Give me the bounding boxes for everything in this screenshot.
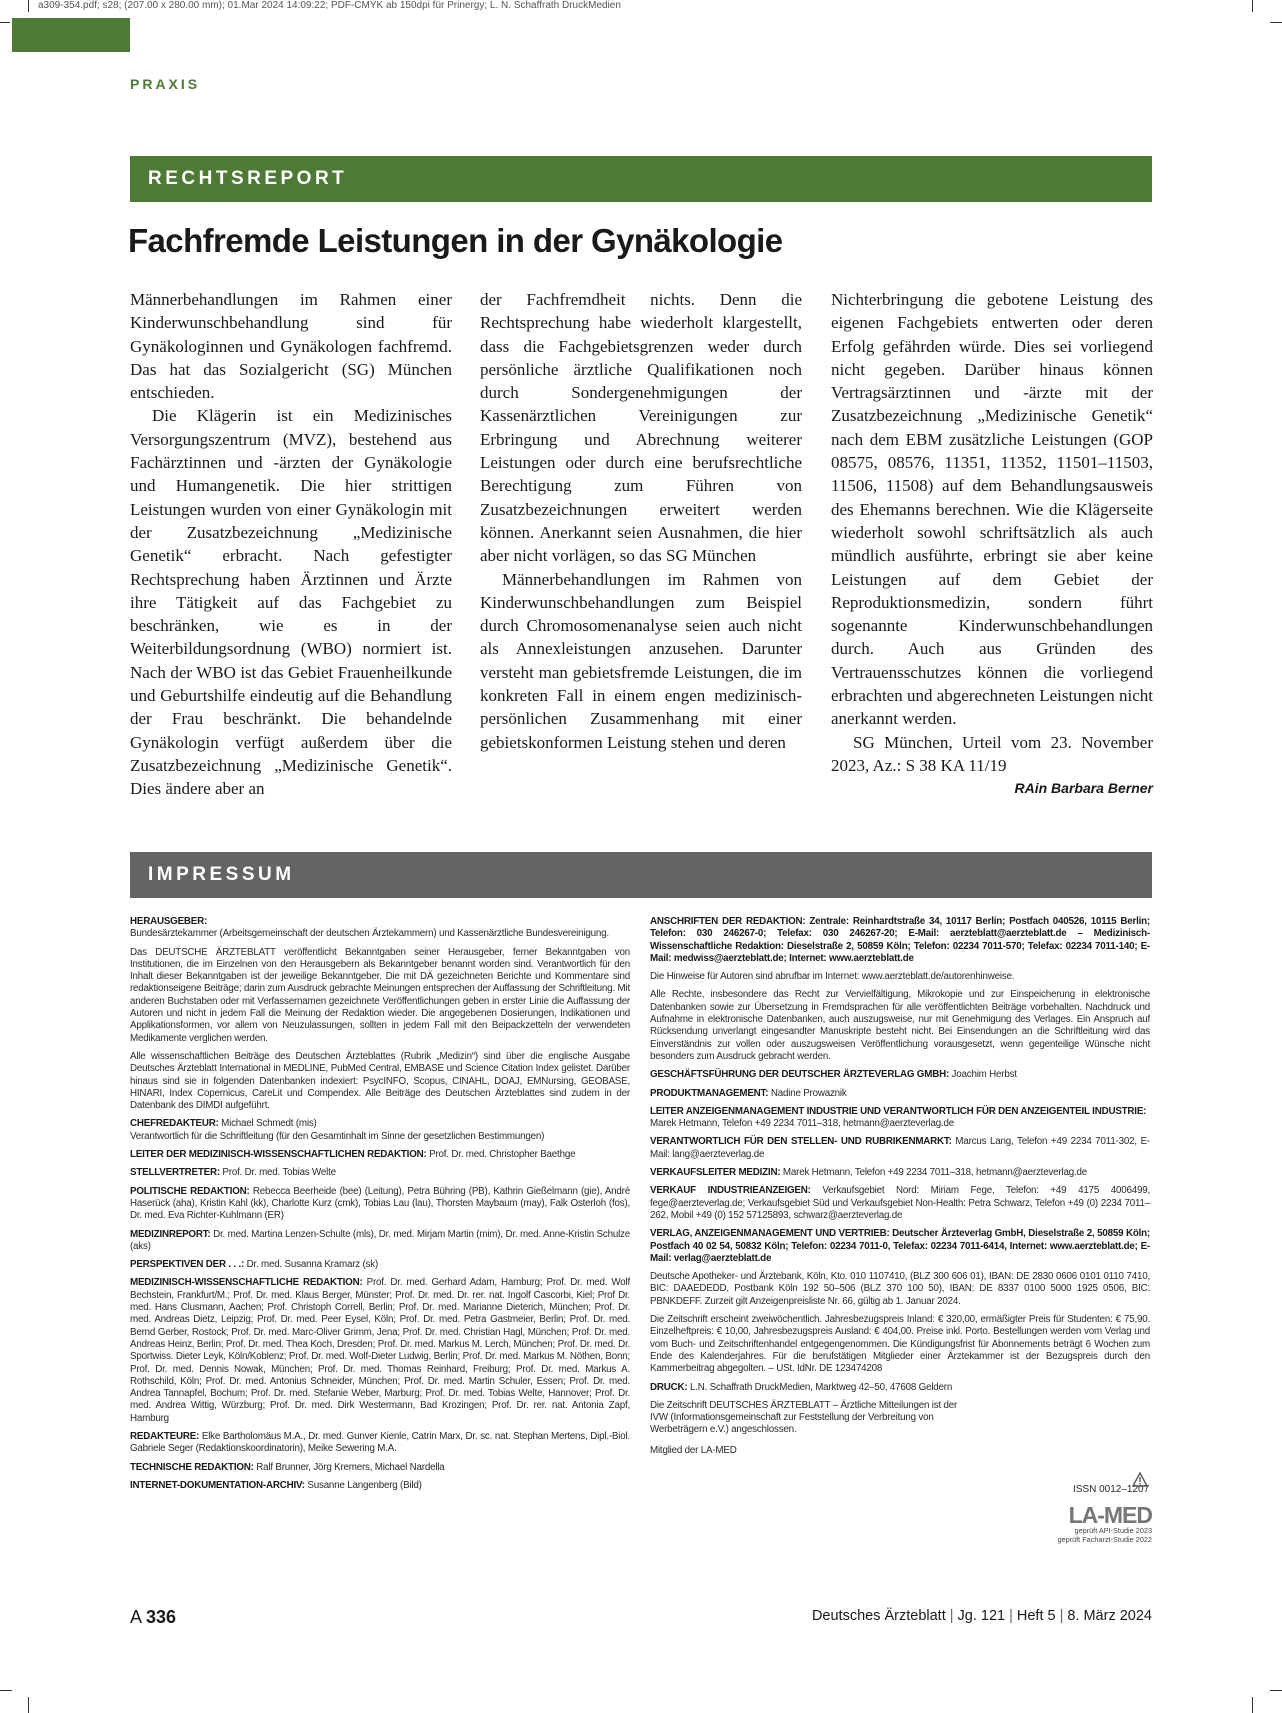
entry-text: Marek Hetmann, Telefon +49 2234 7011–318, hetmann@aerzteverlag.de xyxy=(782,1167,1087,1179)
entry-label: VERLAG, ANZEIGENMANAGEMENT UND VERTRIEB: xyxy=(650,1228,890,1240)
crop-mark xyxy=(28,0,29,12)
entry-text: Prof. Dr. med. Gerhard Adam, Hamburg; Prof. Dr. med. Wolf Bechstein, Frankfurt/M.; Prof. Dr. med. Klaus Berger, Münster; Prof. Dr. med. Dr. rer. nat. Ingolf Cascorbi, Kiel; Prof Dr. med. Hans Clusmann, Aachen; Prof. Christoph Correll, Berlin; Prof. Dr. med. Marianne Dieterich, München; Prof. Dr. med. Andreas Dietz, Leipzig; Prof. Dr. med. Peer Eysel, Köln; Prof. Dr. med. Petra Gastmeier, Berlin; Prof. Dr. med. Bernd Gerber, Rostock; Prof. Dr. med. Marc-Oliver Grimm, Jena; Prof. Dr. med. Christian Hagl, München; Prof. Dr. med. Andreas Heinz, Berlin; Prof. Dr. med. Thea Koch, Dresden; Prof. Dr. med. Markus M. Lerch, München; Prof. Dr. med. Dr. Sportwiss. Dieter Leyk, Köln/Koblenz; Prof. Dr. med. Wolf-Dieter Ludwig, Berlin; Prof. Dr. med. Markus M. Nöthen, Bonn; Prof. Dr. med. Dennis Nowak, München; Prof. Dr. med. Thomas Reinhard, Freiburg; Prof. Dr. med. Markus A. Rothschild, Köln; Prof. Dr. med. Antonius Schneider, München; Prof. Dr. med. Martin Schuler, Essen; Prof. Dr. med. Andrea Tannapfel, Bochum; Prof. Dr. med. Stefanie Weber, Marburg; Prof. Dr. med. Tobias Welte, Hannover; Prof. Dr. med. Andrea Wittig, Würzburg; Prof. Dr. med. Dirk Westermann, Bad Krozingen; Prof. Dr. rer. nat. Antonia Zapf, Hamburg xyxy=(130,1277,631,1424)
journal-name: Deutsches Ärzteblatt xyxy=(811,1608,946,1624)
article-column-1 xyxy=(130,288,452,801)
article-author: RAin Barbara Berner xyxy=(1014,780,1153,797)
entry-text: Dr. med. Susanna Kramarz (sk) xyxy=(246,1259,379,1271)
article-column-2 xyxy=(480,288,802,754)
page-number-value: 336 xyxy=(146,1607,177,1627)
impressum-entry xyxy=(130,1462,630,1474)
entry-label: INTERNET-DOKUMENTATION-ARCHIV: xyxy=(130,1479,305,1491)
article-paragraph: Nichterbringung die gebotene Leistung des eigenen Fachgebiets entwerten oder deren Erfolg gefährden würde. Dies sei vorliegend nicht gegeben. Darüber hinaus können Vertragsärztinnen und -ärzte mit der Zusatzbezeichnung „Medizinische Genetik“ nach dem EBM zusätzliche Leistungen (GOP 08575, 08576, 11351, 11352, 11501–11503, 11506, 11508) auf dem Behandlungsausweis des Ehemanns berechnen. Wie die Klägerseite wiederholt sowohl schriftsätzlich als auch mündlich ausführte, erbringt sie aber keine Leistungen auf dem Gebiet der Reproduktionsmedizin, sondern führt sogenannte Kinderwunschbehandlungen durch. Auch aus Gründen des Vertrauensschutzes können die vorliegend erbrachten und abgerechneten Leistungen nicht anerkannt werden. xyxy=(831,290,1153,729)
impressum-entry xyxy=(650,1136,1150,1161)
entry-text: Prof. Dr. med. Christopher Baethge xyxy=(429,1149,576,1161)
article-paragraph: der Fachfremdheit nichts. Denn die Rechtsprechung habe wiederholt klargestellt, dass die Fachgebietsgrenzen weder durch persönliche ärztliche Qualifikationen noch durch Sondergenehmigungen der Kassenärztlichen Vereinigungen zur Erbringung und Abrechnung weiterer Leistungen oder durch eine berufsrechtliche Berechtigung zum Führen von Zusatzbezeichnungen erweitert werden können. Anerkannt seien Ausnahmen, die hier aber nicht vorlägen, so das SG München xyxy=(480,290,802,566)
entry-label: ANSCHRIFTEN DER REDAKTION: xyxy=(650,916,806,927)
impressum-paragraph: Alle wissenschaftlichen Beiträge des Deutschen Ärzteblattes (Rubrik „Medizin“) sind über die englische Ausgabe Deutsches Ärzteblatt International in MEDLINE, PubMed Central, EMBASE und Science Citation Index gelistet. Darüber hinaus sind sie in folgenden Datenbanken indexiert: PsycINFO, Scopus, CINAHL, DOAJ, EMNursing, GEOBASE, HINARI, Index Copernicus, CareLit und Compendex. Alle Beiträge des Deutschen Ärzteblattes sind zudem in der Datenbank des DIMDI aufgeführt. xyxy=(130,1050,630,1112)
impressum-entry xyxy=(650,1382,1040,1394)
impressum-entry xyxy=(130,1118,630,1143)
entry-label: VERANTWORTLICH FÜR DEN STELLEN- UND RUBRIKENMARKT: xyxy=(650,1136,952,1148)
journal-footer xyxy=(812,1608,1152,1624)
entry-label: LEITER DER MEDIZINISCH-WISSENSCHAFTLICHEN REDAKTION: xyxy=(130,1149,427,1161)
entry-text: Marek Hetmann, Telefon +49 2234 7011–318, hetmann@aerzteverlag.de xyxy=(650,1118,955,1130)
impressum-paragraph: Die Zeitschrift erscheint zweiwöchentlich. Jahresbezugspreis Inland: € 320,00, ermäßigter Preis für Studenten: € 75,90. Einzelheftpreis: € 10,00, Jahresbezugspreis Ausland: € 404,00. Preise inkl. Porto. Bestellungen werden vom Verlag und vom Buch- und Zeitschriftenhandel entgegengenommen. Die Kündigungsfrist für Abonnements beträgt 6 Wochen zum Ende des Kalenderjahres. Für die berufstätigen Mitglieder einer Ärztekammer ist der Bezugspreis durch den Kammerbeitrag abgegolten. – USt. IdNr. DE 123474208 xyxy=(650,1314,1150,1375)
impressum-entry xyxy=(650,1228,1150,1265)
article-paragraph: Die Klägerin ist ein Medizinisches Versorgungszentrum (MVZ), bestehend aus Fachärztinnen und -ärzten der Gynäkologie und Humangenetik. Die hier strittigen Leistungen wurden von einer Gynäkologin mit der Zusatzbezeichnung „Medizinische Genetik“ erbracht. Nach gefestigter Rechtsprechung haben Ärztinnen und Ärzte ihre Tätigkeit auf das Fachgebiet zu beschränken, wie es in der Weiterbildungsordnung (WBO) normiert ist. Nach der WBO ist das Gebiet Frauenheilkunde und Geburtshilfe eindeutig auf die Behandlung der Frau beschränkt. Die behandelnde Gynäkologin verfügt außerdem über die Zusatzbezeichnung „Medizinische Genetik“. Dies ändere aber an xyxy=(130,406,452,799)
crop-mark xyxy=(28,1697,29,1713)
entry-label: TECHNISCHE REDAKTION: xyxy=(130,1461,254,1473)
impressum-paragraph: Deutsche Apotheker- und Ärztebank, Köln, Kto. 010 1107410, (BLZ 300 606 01), IBAN: DE 2830 0606 0101 0110 7410, BIC: DAAEDEDD, Postbank Köln 192 50–506 (BLZ 370 100 50), IBAN: DE 8337 0100 5000 1925 0506, BIC: PBNKDEFF. Zurzeit gilt Anzeigenpreisliste Nr. 66, gültig ab 1. Januar 2024. xyxy=(650,1271,1150,1307)
impressum-entry xyxy=(650,1185,1150,1222)
impressum-entry xyxy=(130,1431,630,1456)
impressum-paragraph: Die Zeitschrift DEUTSCHES ÄRZTEBLATT – Ärztliche Mitteilungen ist der IVW (Informationsgemeinschaft zur Feststellung der Verbreitung von Werbeträgern e.V.) angeschlossen. xyxy=(650,1399,958,1436)
entry-text: Bundesärztekammer (Arbeitsgemeinschaft der deutschen Ärztekammern) und Kassenärztliche Bundesvereinigung. xyxy=(130,928,609,940)
entry-label: MEDIZINISCH-WISSENSCHAFTLICHE REDAKTION: xyxy=(130,1277,363,1289)
la-med-logo: LA-MED xyxy=(1068,1502,1152,1528)
impressum-paragraph: Alle Rechte, insbesondere das Recht zur Vervielfältigung, Mikrokopie und zur Einspeicherung in elektronische Datenbanken sowie zur Übersetzung in Fremdsprachen für alle veröffentlichten Beiträge vorbehalten. Nachdruck und Aufnahme in elektronische Datenbanken, auch auszugsweise, nur mit Genehmigung des Verlages. Ein Anspruch auf Rücksendung unverlangt eingesandter Manuskripte besteht nicht. Bei Einsendungen an die Schriftleitung wird das Einverständnis zur vollen oder auszugsweisen Veröffentlichung vorausgesetzt, wenn gegenteilige Wünsche nicht besonders zum Ausdruck gebracht werden. xyxy=(650,989,1150,1062)
crop-mark xyxy=(0,1690,12,1691)
entry-text: Susanne Langenberg (Bild) xyxy=(307,1479,422,1491)
crop-mark xyxy=(1270,1690,1282,1691)
impressum-entry xyxy=(130,1167,630,1179)
crop-mark xyxy=(1270,22,1282,23)
journal-date: 8. März 2024 xyxy=(1067,1608,1152,1624)
impressum-entry xyxy=(130,916,630,941)
impressum-entry xyxy=(130,1259,630,1271)
entry-text: Verkaufsgebiet Nord: Miriam Fege, Telefon: +49 4175 4006499, fege@aerzteverlag.de; Verkaufsgebiet Süd und Verkaufsgebiet Non-Health: Petra Schwarz, Telefon +49 (0) 2234 7011–262, Mobil +49 (0) 152 57125893, schwarz@aerzteverlag.de xyxy=(650,1185,1151,1221)
entry-text: Deutscher Ärzteverlag GmbH, Dieselstraße 2, 50859 Köln; Postfach 40 02 54, 50832 Köln; Telefon: 02234 7011-0, Telefax: 02234 7011-6414, Internet: www.aerzteblatt.de; E-Mail: verlag@aerzteblatt.de xyxy=(650,1228,1150,1264)
impressum-paragraph: Die Hinweise für Autoren sind abrufbar im Internet: www.aerzteblatt.de/autorenhinweise. xyxy=(650,971,1015,983)
issn: ISSN 0012–1207 xyxy=(1073,1484,1150,1495)
entry-label: PERSPEKTIVEN DER . . .: xyxy=(130,1259,245,1271)
entry-label: MEDIZINREPORT: xyxy=(130,1228,211,1240)
rechtsreport-banner: RECHTSREPORT xyxy=(130,156,1152,202)
crop-mark xyxy=(1252,0,1253,12)
entry-label: GESCHÄFTSFÜHRUNG DER DEUTSCHER ÄRZTEVERLAG GMBH: xyxy=(650,1069,950,1081)
impressum-entry xyxy=(130,1149,630,1161)
article-column-3 xyxy=(831,288,1153,801)
impressum-entry xyxy=(650,1167,1150,1179)
section-color-tab xyxy=(12,18,130,52)
page-prefix: A xyxy=(130,1607,142,1627)
entry-text: Verantwortlich für die Schriftleitung (für den Gesamtinhalt im Sinne der gesetzlichen Bestimmungen) xyxy=(130,1130,545,1142)
crop-mark xyxy=(1252,1697,1253,1713)
entry-text: Ralf Brunner, Jörg Kremers, Michael Nardella xyxy=(256,1461,445,1473)
impressum-column-left xyxy=(130,916,630,1498)
separator: | xyxy=(949,1608,954,1624)
section-label: PRAXIS xyxy=(130,76,201,92)
entry-label: HERAUSGEBER: xyxy=(130,916,208,927)
entry-label: VERKAUFSLEITER MEDIZIN: xyxy=(650,1167,781,1179)
entry-text: Marcus Lang, Telefon +49 2234 7011-302, E-Mail: lang@aerzteverlag.de xyxy=(650,1136,1150,1160)
la-med-caption: geprüft API-Studie 2023 xyxy=(1074,1526,1152,1535)
entry-text: Nadine Prowaznik xyxy=(770,1087,847,1099)
entry-label: STELLVERTRETER: xyxy=(130,1167,220,1179)
la-med-badge xyxy=(1050,1504,1152,1544)
journal-volume: Jg. 121 xyxy=(957,1608,1006,1624)
entry-label: REDAKTEURE: xyxy=(130,1430,200,1442)
impressum-entry xyxy=(130,1480,630,1492)
article-paragraph: Männerbehandlungen im Rahmen einer Kinderwunschbehandlung sind für Gynäkologinnen und Gynäkologen fachfremd. Das hat das Sozialgericht (SG) München entschieden. xyxy=(130,290,452,403)
journal-issue: Heft 5 xyxy=(1016,1608,1056,1624)
impressum-entry xyxy=(650,1106,1150,1131)
impressum-column-right xyxy=(650,916,1150,1463)
entry-text: Michael Schmedt (mis) xyxy=(221,1118,317,1130)
article-citation xyxy=(831,731,1153,797)
la-med-caption: geprüft Facharzt-Studie 2022 xyxy=(1057,1535,1152,1544)
impressum-paragraph: Mitglied der LA-MED xyxy=(650,1444,737,1456)
entry-label: LEITER ANZEIGENMANAGEMENT INDUSTRIE UND VERANTWORTLICH FÜR DEN ANZEIGENTEIL INDUSTRIE: xyxy=(650,1105,1147,1117)
impressum-entry xyxy=(650,1088,1150,1100)
entry-text: Dr. med. Martina Lenzen-Schulte (mls), Dr. med. Mirjam Martin (mim), Dr. med. Anne-Kristin Schulze (aks) xyxy=(130,1228,631,1252)
entry-text: L.N. Schaffrath DruckMedien, Marktweg 42–50, 47608 Geldern xyxy=(689,1381,953,1393)
entry-text: Prof. Dr. med. Tobias Welte xyxy=(222,1167,336,1179)
entry-label: POLITISCHE REDAKTION: xyxy=(130,1185,250,1197)
impressum-banner: IMPRESSUM xyxy=(130,852,1152,898)
entry-text: Joachim Herbst xyxy=(951,1069,1017,1081)
entry-label: CHEFREDAKTEUR: xyxy=(130,1118,219,1130)
separator: | xyxy=(1059,1608,1064,1624)
article-headline: Fachfremde Leistungen in der Gynäkologie xyxy=(128,222,783,259)
entry-text: Elke Bartholomäus M.A., Dr. med. Gunver Kienle, Catrin Marx, Dr. sc. nat. Stephan Mertens, Dipl.-Biol. Gabriele Seger (Redaktionskoordinatorin), Meike Sewering M.A. xyxy=(130,1430,630,1455)
citation-text: SG München, Urteil vom 23. November 2023, Az.: S 38 KA 11/19 xyxy=(831,732,1153,775)
entry-text: Rebecca Beerheide (bee) (Leitung), Petra Bühring (PB), Kathrin Gießelmann (gie), André Haserück (aha), Kristin Kahl (kk), Charlotte Kurz (cmk), Tobias Lau (lau), Thorsten Maybaum (may), Falk Osterloh (fos), Dr. med. Eva Richter-Kuhlmann (ER) xyxy=(130,1185,630,1222)
impressum-paragraph: Das DEUTSCHE ÄRZTEBLATT veröffentlicht Bekanntgaben seiner Herausgeber, ferner Bekanntgaben von Institutionen, die im Einzelnen von den Herausgebern als Bekanntgeber benannt worden sind. Verantwortlich für den Inhalt dieser Bekanntgaben ist der jeweilige Bekanntgeber. Die mit DÄ gezeichneten Berichte und Kommentare sind redaktionseigene Beiträge; darin zum Ausdruck gebrachte Meinungen entsprechen der Auffassung der Schriftleitung. Mit anderen Buchstaben oder mit Verfassernamen gezeichnete Veröffentlichungen geben in erster Linie die Auffassung der Autoren und nicht in jedem Fall die Meinung der Redaktion wieder. Die angegebenen Dosierungen, Indikationen und Applikationsformen, vor allem von Neuzulassungen, sollten in jedem Fall mit den Beipackzetteln der verwendeten Medikamente verglichen werden. xyxy=(130,946,630,1044)
entry-label: DRUCK: xyxy=(650,1381,688,1393)
impressum-entry xyxy=(650,916,1150,965)
article-paragraph: Männerbehandlungen im Rahmen von Kinderwunschbehandlungen zum Beispiel durch Chromosomenanalyse seien auch nicht als Annexleistungen anzusehen. Darunter versteht man gebietsfremde Leistungen, die im konkreten Fall in einem engen medizinisch-persönlichen Zusammenhang mit einer gebietskonformen Leistung stehen und deren xyxy=(480,569,802,752)
print-metadata-line: a309-354.pdf; s28; (207.00 x 280.00 mm); 01.Mar 2024 14:09:22; PDF-CMYK ab 150dpi für Prinergy; L. N. Schaffrath DruckMedien xyxy=(38,0,621,11)
impressum-entry xyxy=(650,1069,1150,1081)
page-number xyxy=(130,1607,176,1628)
impressum-entry xyxy=(130,1277,630,1425)
crop-mark xyxy=(0,22,10,23)
impressum-entry xyxy=(130,1229,630,1254)
entry-label: VERKAUF INDUSTRIEANZEIGEN: xyxy=(650,1185,811,1197)
warning-triangle-icon xyxy=(1132,1472,1148,1487)
entry-label: PRODUKTMANAGEMENT: xyxy=(650,1087,769,1099)
separator: | xyxy=(1009,1608,1013,1624)
impressum-entry xyxy=(130,1186,630,1223)
entry-text: Zentrale: Reinhardtstraße 34, 10117 Berlin; Postfach 040526, 10115 Berlin; Telefon: 030 246267-0; Telefax: 030 246267-20; E-Mail: aerzteblatt@aerzteblatt.de – Medizinisch-Wissenschaftliche Redaktion: Dieselstraße 2, 50859 Köln; Telefon: 02234 7011-570; Telefax: 02234 7011-140; E-Mail: medwiss@aerzteblatt.de; Internet: www.aerzteblatt.de xyxy=(650,916,1150,964)
